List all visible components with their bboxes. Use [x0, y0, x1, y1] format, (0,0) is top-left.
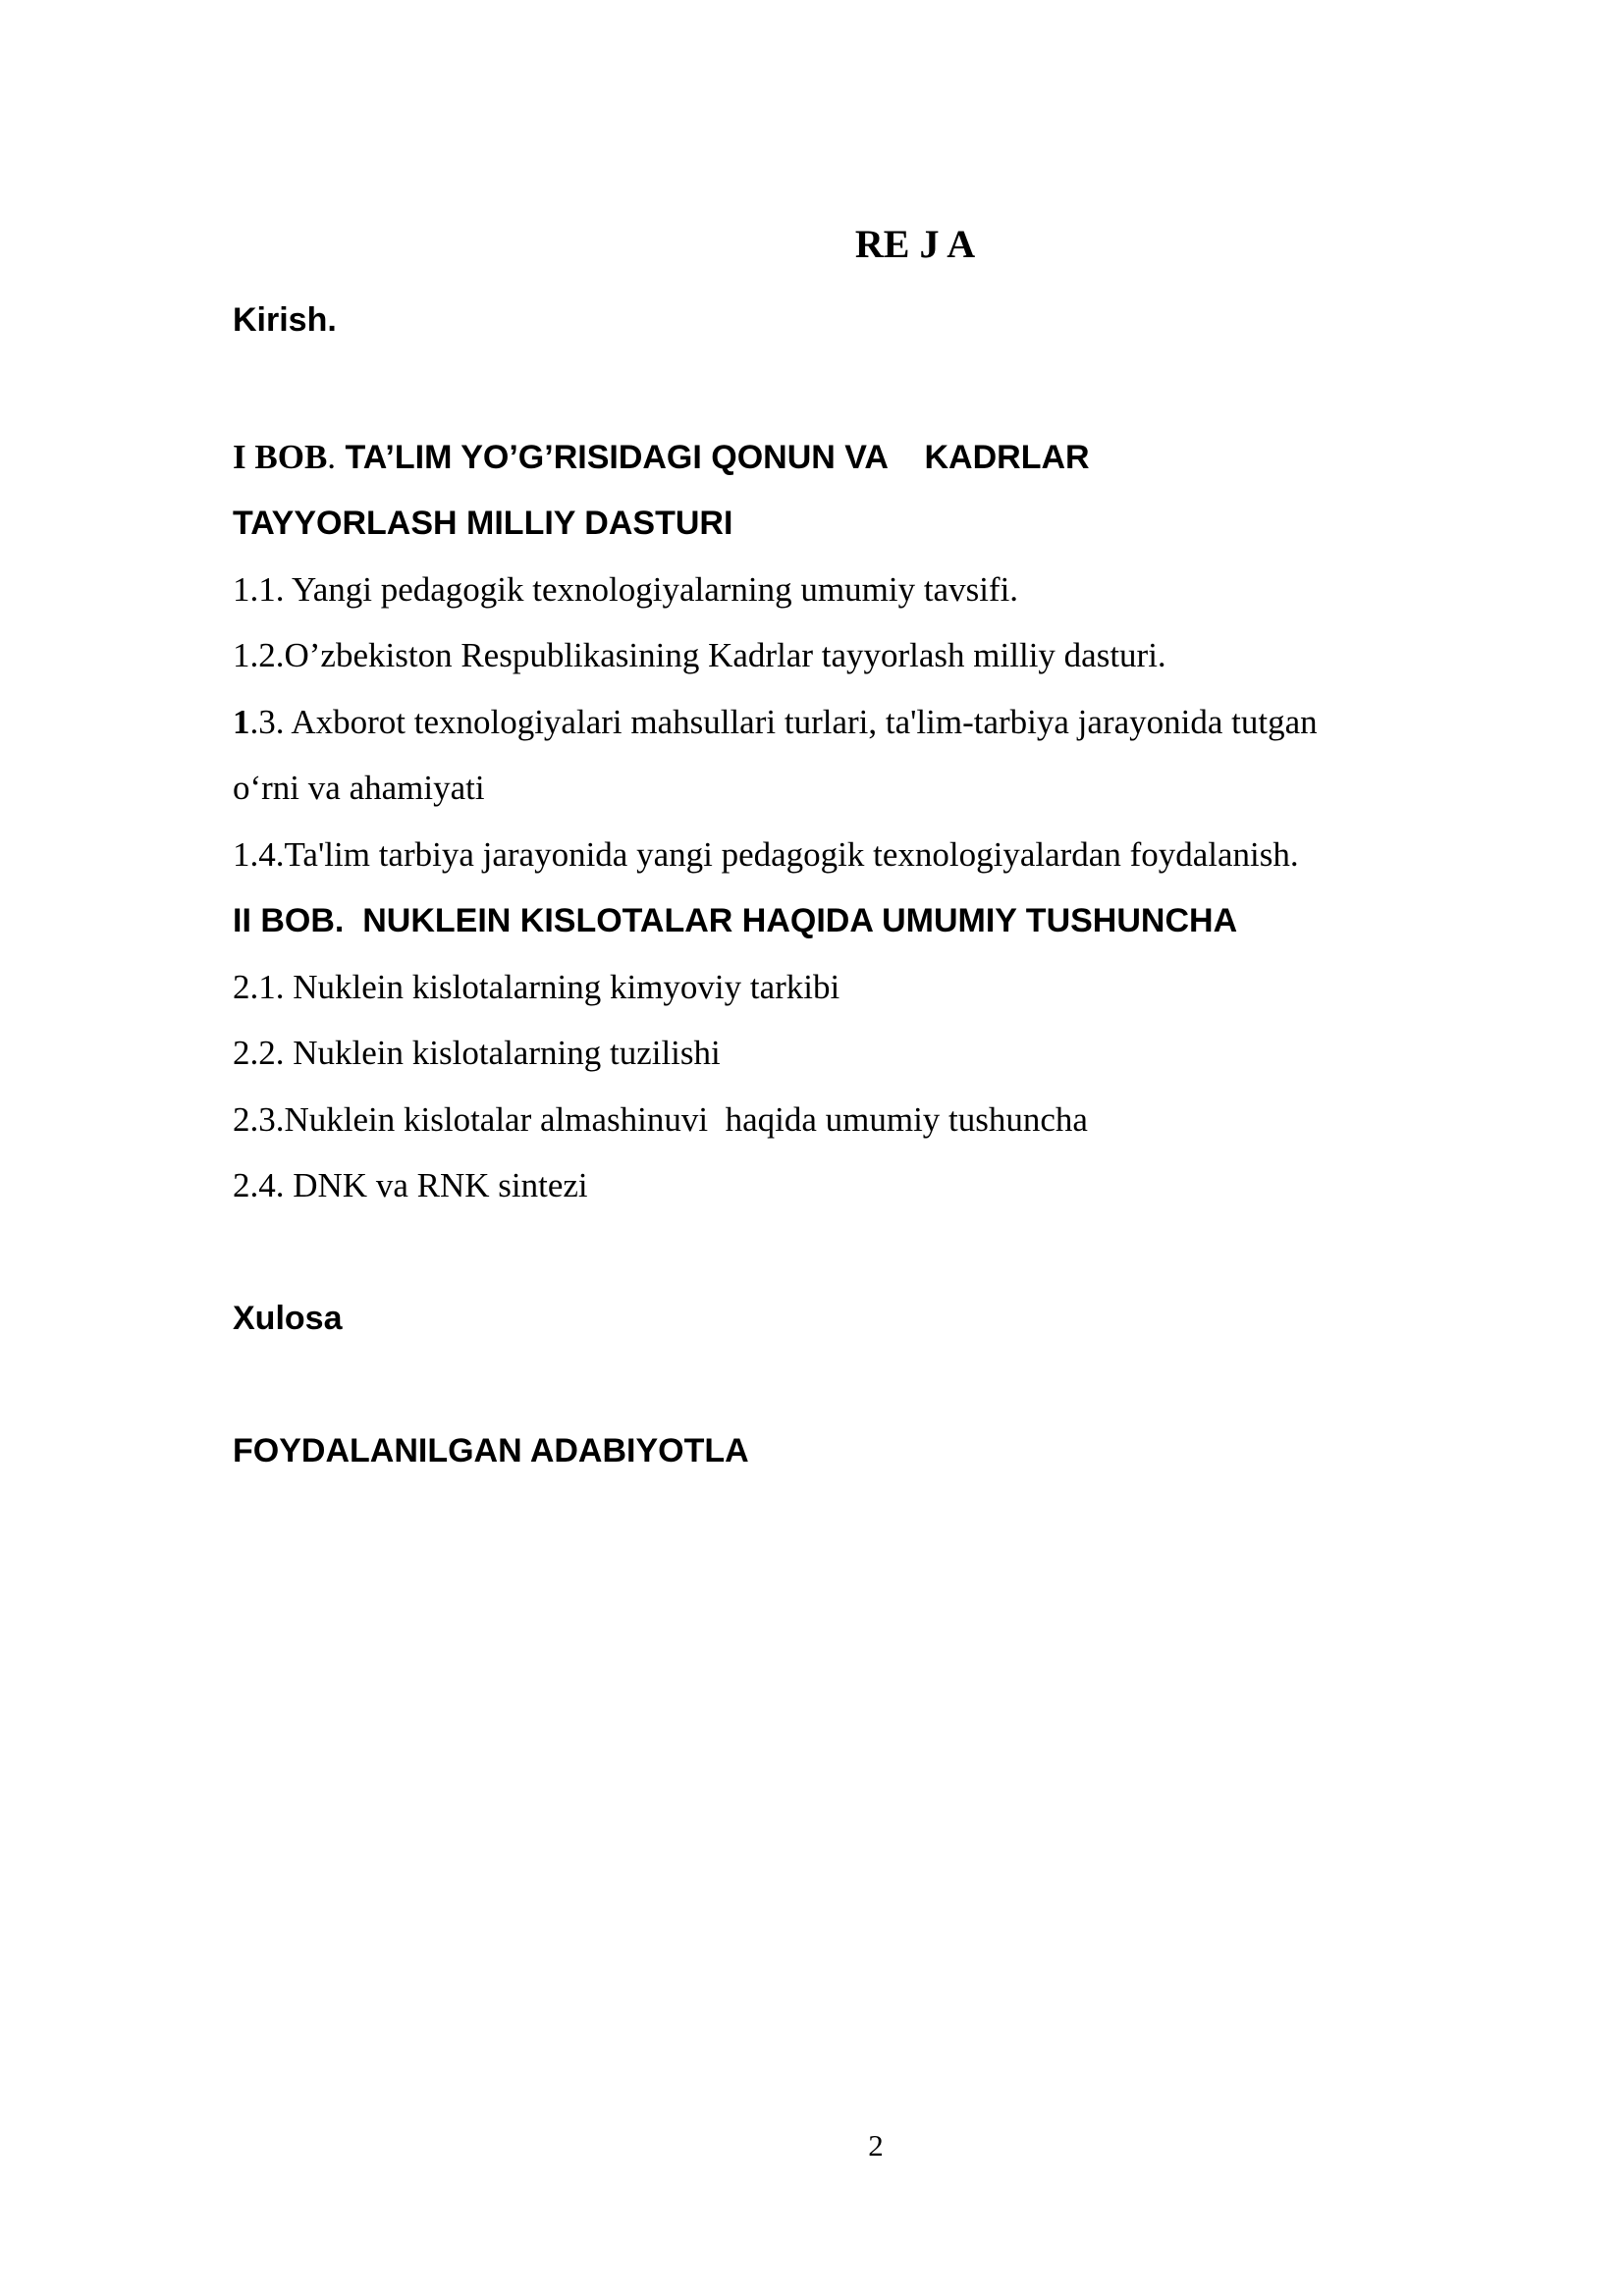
intro-heading: Kirish.: [233, 301, 337, 339]
chapter1-heading-line2: TAYYORLASH MILLIY DASTURI: [233, 505, 733, 542]
toc-item-2-1: 2.1. Nuklein kislotalarning kimyoviy tarkibi: [233, 968, 840, 1006]
toc-item-1-3-line1: [233, 700, 1318, 745]
toc-item-2-4: 2.4. DNK va RNK sintezi: [233, 1166, 588, 1204]
chapter2-heading: II BOB. NUKLEIN KISLOTALAR HAQIDA UMUMIY TUSHUNCHA: [233, 902, 1238, 939]
page-title: RE J A: [854, 222, 976, 266]
toc-item-1-3-line2: o‘rni va ahamiyati: [233, 769, 485, 807]
chapter1-heading-line1: [233, 435, 1090, 480]
chapter1-heading-rest: TA’LIM YO’G’RISIDAGI QONUN VA KADRLAR: [336, 439, 1090, 476]
chapter1-heading-dot: .: [327, 438, 337, 476]
toc-item-1-3-number: 1: [233, 703, 250, 741]
toc-item-1-1: 1.1. Yangi pedagogik texnologiyalarning umumiy tavsifi.: [233, 570, 1019, 609]
toc-item-1-4: 1.4.Ta'lim tarbiya jarayonida yangi pedagogik texnologiyalardan foydalanish.: [233, 835, 1299, 874]
toc-item-1-3-text: .3. Axborot texnologiyalari mahsullari turlari, ta'lim-tarbiya jarayonida tutgan: [249, 703, 1318, 741]
toc-item-1-2: 1.2.O’zbekiston Respublikasining Kadrlar tayyorlash milliy dasturi.: [233, 636, 1166, 674]
conclusion-heading: Xulosa: [233, 1300, 343, 1337]
toc-item-2-2: 2.2. Nuklein kislotalarning tuzilishi: [233, 1034, 721, 1072]
toc-item-2-3: 2.3.Nuklein kislotalar almashinuvi haqida umumiy tushuncha: [233, 1100, 1088, 1139]
chapter1-heading-prefix: I BOB: [233, 438, 328, 476]
references-heading: FOYDALANILGAN ADABIYOTLA: [233, 1432, 749, 1469]
page-number: 2: [868, 2128, 884, 2163]
